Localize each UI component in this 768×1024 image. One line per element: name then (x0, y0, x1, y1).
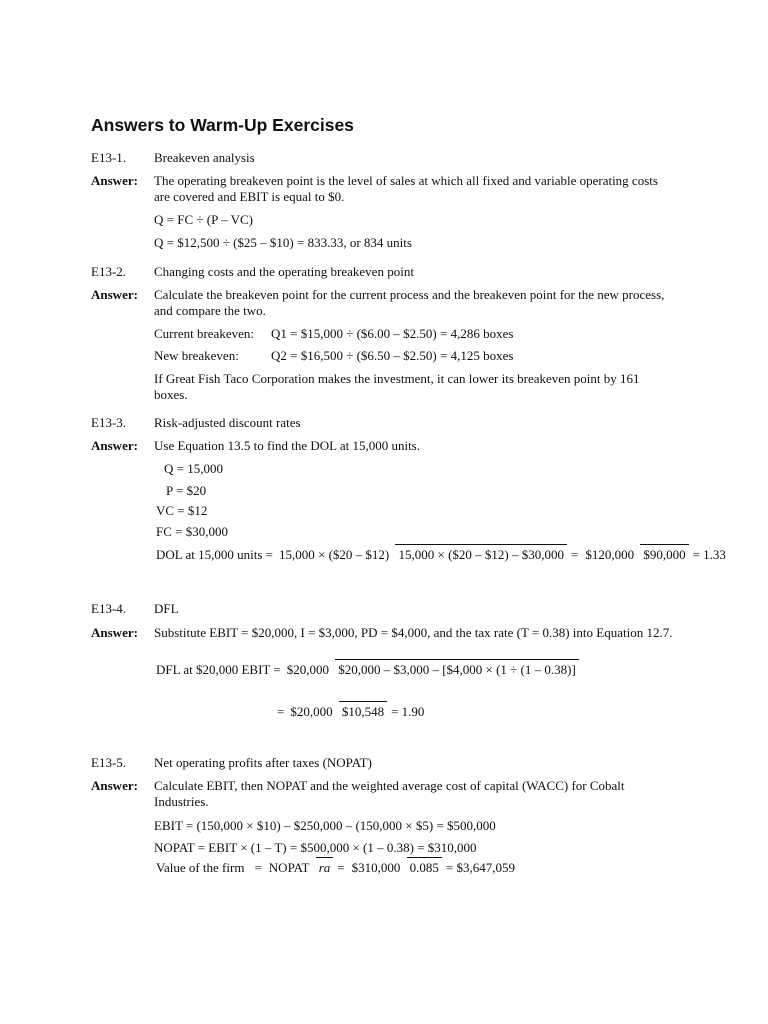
fraction-denominator: 15,000 × ($20 – $12) – $30,000 (395, 544, 567, 562)
answer-label: Answer: (91, 438, 138, 453)
fraction-denominator: $90,000 (640, 544, 688, 562)
answer-text: The operating breakeven point is the level of sales at which all fixed and variable operating costs are covered and EBIT is equal to $0. (154, 173, 658, 204)
formula-line: Q2 = $16,500 ÷ ($6.50 – $2.50) = 4,125 boxes (271, 348, 514, 363)
answer-text: Use Equation 13.5 to find the DOL at 15,000 units. (154, 438, 420, 453)
nopat-over-ra-fraction (266, 860, 334, 876)
value-fraction (349, 860, 442, 876)
dfl-fraction-simplified (287, 704, 387, 720)
equals-sign: = (277, 704, 285, 719)
exercise-number: E13-4. (91, 601, 127, 616)
ebit-formula: EBIT = (150,000 × $10) – $250,000 – (150,000 × $5) = $500,000 (154, 818, 496, 833)
nopat-formula: NOPAT = EBIT × (1 – T) = $500,000 × (1 – 0.38) = $310,000 (154, 840, 477, 855)
answer-label: Answer: (91, 173, 138, 188)
dol-equation (156, 547, 726, 563)
exercise-title: Breakeven analysis (154, 150, 255, 165)
fraction-numerator: $120,000 (585, 547, 635, 562)
formula-line: Q = FC ÷ (P – VC) (154, 212, 253, 227)
formula-line: Q = $12,500 ÷ ($25 – $10) = 833.33, or 834 units (154, 235, 412, 250)
equals-sign: = (254, 860, 262, 875)
fraction-numerator: $310,000 (351, 860, 401, 875)
variable-line: P = $20 (166, 483, 207, 498)
answer-label: Answer: (91, 625, 138, 640)
exercise-title: DFL (154, 601, 179, 616)
answer-text: Calculate EBIT, then NOPAT and the weighted average cost of capital (WACC) for Cobalt Industries. (154, 778, 625, 809)
exercise-number: E13-2. (91, 264, 127, 279)
dol-label: DOL at 15,000 units = (156, 547, 273, 562)
equals-sign: = (570, 547, 579, 562)
fraction-denominator: 0.085 (407, 857, 442, 875)
conclusion-text: If Great Fish Taco Corporation makes the investment, it can lower its breakeven point by 161 boxes. (154, 371, 640, 402)
formula-line: Q1 = $15,000 ÷ ($6.00 – $2.50) = 4,286 boxes (271, 326, 514, 341)
answer-text: Calculate the breakeven point for the current process and the breakeven point for the new process, and compare the two. (154, 287, 665, 318)
result-value: = 1.90 (391, 704, 425, 719)
fraction-denominator: ra (316, 857, 334, 875)
fraction-numerator: NOPAT (268, 860, 310, 875)
fraction-denominator: $10,548 (339, 701, 387, 719)
exercise-number: E13-3. (91, 415, 127, 430)
answer-label: Answer: (91, 287, 138, 302)
dfl-label: DFL at $20,000 EBIT = (156, 662, 281, 677)
variable-line: VC = $12 (156, 503, 208, 518)
answer-text: Substitute EBIT = $20,000, I = $3,000, PD = $4,000, and the tax rate (T = 0.38) into Equation 12.7. (154, 625, 673, 640)
fraction-numerator: $20,000 (290, 704, 333, 719)
firm-value-label: Value of the firm (156, 860, 245, 875)
dfl-fraction (284, 662, 579, 678)
variable-line: Q = 15,000 (164, 461, 223, 476)
current-breakeven-label: Current breakeven: (154, 326, 254, 341)
exercise-title: Changing costs and the operating breakeven point (154, 264, 414, 279)
result-value: = $3,647,059 (445, 860, 515, 875)
dol-fraction (276, 547, 567, 563)
exercise-number: E13-1. (91, 150, 127, 165)
dol-fraction-simplified (582, 547, 688, 563)
exercise-title: Risk-adjusted discount rates (154, 415, 301, 430)
firm-value-equation (156, 860, 515, 876)
dfl-equation-result (277, 704, 424, 720)
fraction-denominator: $20,000 – $3,000 – [$4,000 × (1 ÷ (1 – 0.38)] (335, 659, 579, 677)
answer-label: Answer: (91, 778, 138, 793)
exercise-number: E13-5. (91, 755, 127, 770)
variable-line: FC = $30,000 (156, 524, 228, 539)
fraction-numerator: $20,000 (286, 662, 329, 677)
dfl-equation (156, 662, 579, 678)
equals-sign: = (337, 860, 345, 875)
page-title: Answers to Warm-Up Exercises (91, 115, 354, 135)
result-value: = 1.33 (692, 547, 726, 562)
exercise-title: Net operating profits after taxes (NOPAT) (154, 755, 372, 770)
new-breakeven-label: New breakeven: (154, 348, 239, 363)
fraction-numerator: 15,000 × ($20 – $12) (278, 547, 390, 562)
